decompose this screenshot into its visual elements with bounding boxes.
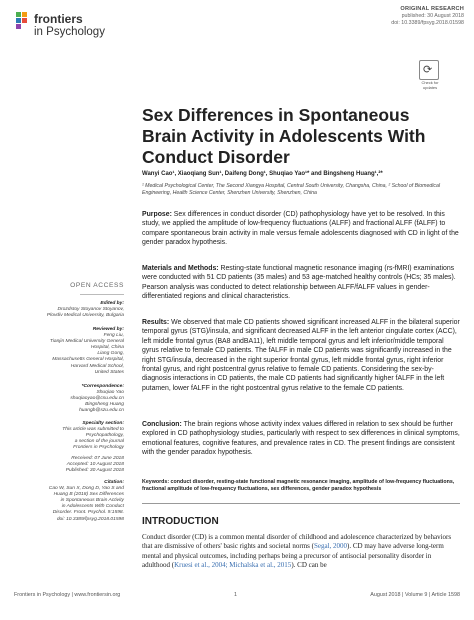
methods-text: Resting-state functional magnetic resonance imaging (rs-fMRI) examinations were conducted with 51 CD patients (35 males) and 53 age-matched healthy controls (HCs; 35 males). Pearson analysis was conducted to detect relationship between ALFF/fALFF values in gender-differentiated regions and clinical characteristics. <box>142 265 456 301</box>
introduction-text <box>142 533 460 571</box>
reviewer-line: Liang Gong, <box>97 351 124 357</box>
reviewer-line: Hospital, China <box>90 345 124 351</box>
purpose-label: Purpose: <box>142 211 172 218</box>
specialty-line: Psychopathology, <box>85 433 124 439</box>
citation-line: in Adolescents With Conduct <box>61 504 124 510</box>
abstract-methods <box>142 264 460 302</box>
reviewer-line: Feng Liu, <box>103 333 124 339</box>
footer-volume: August 2018 | Volume 9 | Article 1598 <box>370 592 460 598</box>
journal-name: in Psychology <box>34 26 105 38</box>
refresh-icon: ⟳ <box>423 64 433 76</box>
conclusion-text: The brain regions whose activity index values differed in relation to sex should be further explored in CD pathophysiology studies, particularly with respect to sex differences in clinical symptoms, emotional features, cognitive features, and prevalence rates in CD. The present findings are consistent with the gender paradox hypothesis. <box>142 421 460 457</box>
date-received: Received: 07 June 2018 <box>71 456 124 461</box>
methods-label: Materials and Methods: <box>142 265 219 272</box>
citation-line: Cao W, Sun X, Dong D, Yao S and <box>48 486 124 492</box>
citation-line: Huang B (2018) Sex Differences <box>53 492 124 498</box>
article-title: Sex Differences in Spontaneous Brain Activity in Adolescents With Conduct Disorder <box>142 105 426 167</box>
correspondence-label: *Correspondence: <box>81 384 124 389</box>
article-type: ORIGINAL RESEARCH <box>400 6 464 12</box>
specialty-line: Frontiers in Psychology <box>73 445 124 451</box>
check-updates-label: Check for updates <box>421 80 439 90</box>
date-accepted: Accepted: 10 August 2018 <box>66 462 124 468</box>
intro-text-c: ). CD can be <box>291 561 327 570</box>
divider <box>142 503 460 504</box>
abstract-conclusion <box>142 420 460 458</box>
citation <box>16 480 124 523</box>
authors[interactable]: Wanyi Cao¹, Xiaoqiang Sun¹, Daifeng Dong¹, Shuqiao Yao¹* and Bingsheng Huang¹,²* <box>142 171 383 177</box>
abstract-results <box>142 318 460 393</box>
open-access-label: OPEN ACCESS <box>70 282 124 289</box>
affiliations: ¹ Medical Psychological Center, The Second Xiangya Hospital, Central South University, Changsha, China, ² School of Biomedical Engineering, Health Science Center, Shenzhen University, Shenzhen, China <box>142 183 441 196</box>
date-published: Published: 30 August 2018 <box>65 468 124 474</box>
reviewed-label: Reviewed by: <box>92 327 124 332</box>
divider <box>80 294 124 295</box>
intro-text-b: ). CD may have adverse long-term mental and physical outcomes, including perhaps being a precursor of antisocial personality disorder in adulthood ( <box>142 542 444 570</box>
citation-link[interactable]: Kruesi et al., 2004; Michalska et al., 2015 <box>174 561 292 570</box>
reviewer-line: Massachusetts General Hospital, <box>52 357 124 363</box>
citation-line: doi: 10.3389/fpsyg.2018.01598 <box>56 516 124 522</box>
specialty-label: Specialty section: <box>82 421 124 426</box>
check-updates-button[interactable] <box>419 60 439 80</box>
editor-line: Plovdiv Medical University, Bulgaria <box>46 313 124 319</box>
specialty-line: a section of the journal <box>74 439 124 445</box>
citation-line: in Spontaneous Brain Activity <box>60 498 124 504</box>
abstract-purpose <box>142 210 460 248</box>
email-link[interactable]: shuqiaoyao@csu.edu.cn <box>70 396 124 402</box>
doi[interactable]: doi: 10.3389/fpsyg.2018.01598 <box>391 20 464 26</box>
editor-line: Drozdstoy Stoyanov Stoyanov, <box>57 307 124 313</box>
correspondence <box>16 384 124 414</box>
specialty-line: This article was submitted to <box>62 427 124 433</box>
reviewed-by <box>16 327 124 376</box>
corr-line: Bingsheng Huang <box>85 402 124 408</box>
keywords: Keywords: conduct disorder, resting-state functional magnetic resonance imaging, amplitude of low-frequency fluctuations, fractional amplitude of low-frequency fluctuations, sex differences, gender paradox hypothesis <box>142 479 455 492</box>
results-text: We observed that male CD patients showed significant increased ALFF in the bilateral superior temporal gyrus (STG)/insula, and significant decreased ALFF in the left anterior cingulate cortex (ACC), left middle frontal gyrus (BA8 andBA11), left middle temporal gyrus and left inferior/middle temporal gyrus relative to female CD patients. The fALFF in male CD patients was significantly increased in the right STG/insula, decreased in the right superior frontal gyrus, left middle frontal gyrus, right inferior frontal gyrus, and right postcentral gyrus relative to female CD patients. Considering the sex-by-diagnosis interactions in CD patients, the male CD patients had significantly higher fALFF in the left putamen, lower fALFF in the right postcentral gyrus relative to the female CD patients. <box>142 319 460 392</box>
reviewer-line: United States <box>94 369 124 375</box>
email-link[interactable]: huangb@szu.edu.cn <box>79 408 124 414</box>
reviewer-line: Tianjin Medical University General <box>49 339 124 345</box>
intro-text-a: Conduct disorder (CD) is a common mental disorder of childhood and adolescence characterized by behaviors that are dismissive of others' basic rights and societal norms ( <box>142 533 452 551</box>
page-number: 1 <box>234 592 237 598</box>
dates <box>16 456 124 474</box>
purpose-text: Sex differences in conduct disorder (CD) pathophysiology have yet to be resolved. In this study, we applied the amplitude of low-frequency fluctuations (ALFF) and fractional ALFF (fALFF) to compare spontaneous brain activity in male versus female adolescents diagnosed with CD in light of the gender paradox hypothesis. <box>142 211 459 247</box>
corr-line: Shuqiao Yao <box>96 390 124 396</box>
reviewer-line: Harvard Medical School, <box>70 363 124 369</box>
brand-name: frontiers <box>34 12 83 26</box>
citation-line: Disorder. Front. Psychol. 9:1598. <box>52 510 124 516</box>
footer-journal[interactable]: Frontiers in Psychology | www.frontiersin.org <box>14 592 121 598</box>
conclusion-label: Conclusion: <box>142 421 182 428</box>
specialty-section <box>16 421 124 451</box>
edited-label: Edited by: <box>100 301 124 306</box>
section-heading: INTRODUCTION <box>142 516 219 527</box>
edited-by <box>16 301 124 319</box>
results-label: Results: <box>142 319 170 326</box>
published-date: published: 30 August 2018 <box>401 13 464 19</box>
article-meta <box>391 6 464 27</box>
citation-link[interactable]: Segal, 2000 <box>313 542 348 551</box>
citation-label: Citation: <box>104 480 124 485</box>
